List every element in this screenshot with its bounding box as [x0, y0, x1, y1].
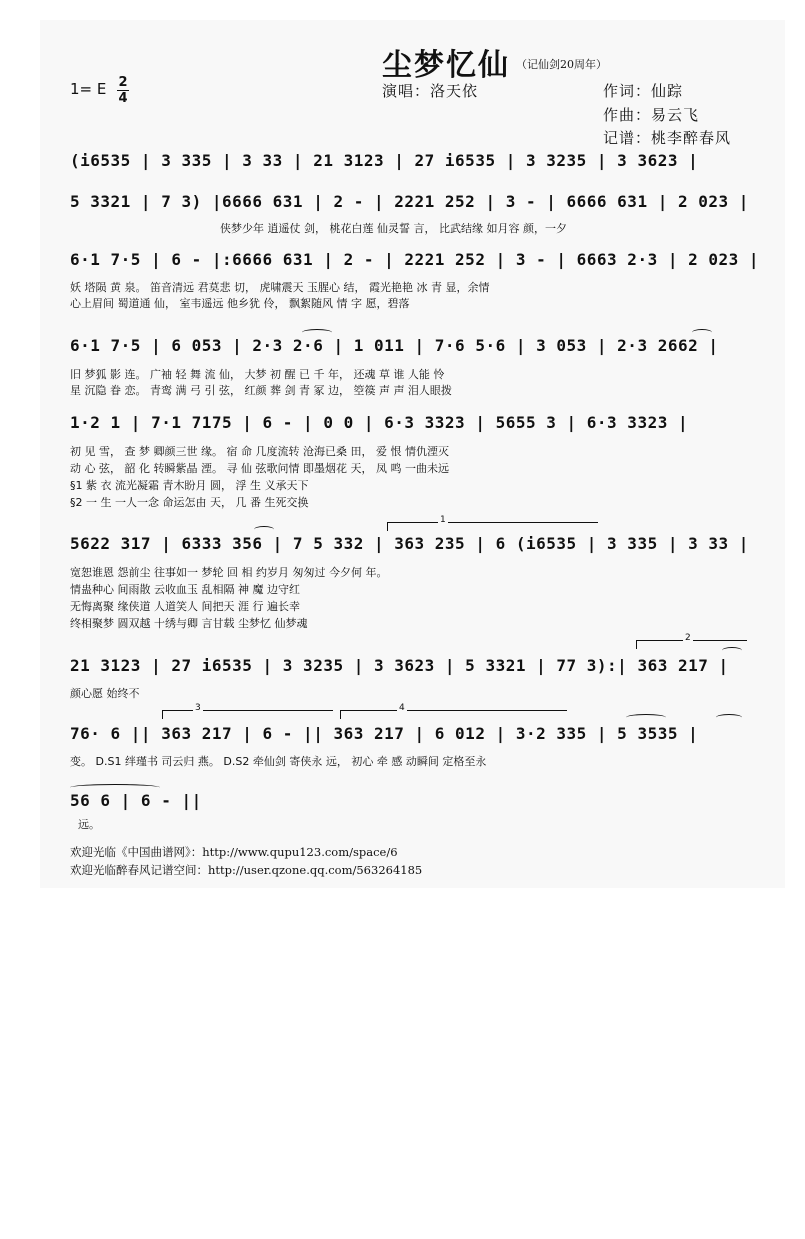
lyric-row-4-1: 旧 梦狐 影 连。 广袖 轻 舞 流 仙， 大梦 初 醒 已 千 年， 还魂 草 谁 人能 怜 — [70, 368, 445, 381]
music-row-4: 6·1 7·5 | 6 053 | 2·3 2·6 | 1 011 | 7·6 5·6 | 3 053 | 2·3 2662 | — [70, 336, 719, 355]
volta-label-3: 3 — [195, 703, 201, 713]
lyricist-credit: 作词：仙踪 — [603, 82, 684, 100]
music-row-2: 5 3321 | 7 3) |6666 631 | 2 - | 2221 252 | 3 - | 6666 631 | 2 023 | — [70, 192, 749, 211]
slur-mark — [716, 714, 742, 721]
score-sheet — [40, 20, 785, 888]
music-row-1: (i6535 | 3 335 | 3 33 | 21 3123 | 27 i6535 | 3 3235 | 3 3623 | — [70, 151, 699, 170]
key-signature: 1= E — [70, 80, 107, 98]
lyric-row-7-1: 颜心愿 始终不 — [70, 687, 140, 700]
volta-label-4: 4 — [399, 703, 405, 713]
volta-bracket-1 — [387, 515, 598, 531]
slur-mark — [302, 329, 332, 336]
meter-top: 2 — [118, 75, 128, 90]
transcriber-credit: 记谱：桃李醉春风 — [603, 129, 732, 147]
lyric-row-2-1: 侠梦少年 逍遥仗 剑， 桃花白莲 仙灵誓 言， 比武结缘 如月容 颜，一夕 — [220, 222, 567, 235]
music-row-8: 76· 6 || 363 217 | 6 - || 363 217 | 6 012 | 3·2 335 | 5 3535 | — [70, 724, 699, 743]
lyric-row-8-1: 变。 D.S1 绊瑾书 司云归 燕。 D.S2 牵仙剑 寄侠永 远， 初心 牵 感 动瞬间 定格至永 — [70, 755, 487, 768]
slur-mark — [692, 329, 712, 336]
volta-bracket-4 — [340, 703, 567, 719]
volta-bracket-3 — [162, 703, 333, 719]
lyric-row-9-1: 远。 — [78, 818, 100, 831]
music-row-3: 6·1 7·5 | 6 - |:6666 631 | 2 - | 2221 252 | 3 - | 6663 2·3 | 2 023 | — [70, 250, 760, 269]
singer-credit: 演唱：洛天依 — [382, 82, 479, 100]
slur-mark — [254, 526, 274, 533]
lyric-row-6-2: 情蛊种心 间雨散 云收血玉 乱相隔 神 魔 边守红 — [70, 583, 300, 596]
music-row-5: 1·2 1 | 7·1 7175 | 6 - | 0 0 | 6·3 3323 | 5655 3 | 6·3 3323 | — [70, 413, 689, 432]
volta-label-2: 2 — [685, 633, 691, 643]
volta-label-1: 1 — [440, 515, 446, 525]
slur-mark — [70, 784, 160, 791]
time-signature — [117, 76, 129, 105]
footer-link-qzone[interactable]: 欢迎光临醉春风记谱空间：http://user.qzone.qq.com/563264185 — [70, 863, 423, 877]
slur-mark — [722, 647, 742, 654]
song-title: 尘梦忆仙 — [382, 48, 510, 83]
lyric-row-6-4: 终相聚梦 圆双越 十绣与卿 言甘载 尘梦忆 仙梦魂 — [70, 617, 308, 630]
lyric-row-3-1: 妖 塔陨 黄 泉。 笛音清远 君莫悲 切， 虎啸震天 玉腥心 结， 霞光艳艳 冰 青 显，余情 — [70, 281, 490, 294]
lyric-row-4-2: 星 沉隐 眷 恋。 青鸾 满 弓 引 弦， 红颜 葬 剑 青 冢 边， 箜篌 声 声 泪人眼拨 — [70, 384, 452, 397]
footer-link-qupu[interactable]: 欢迎光临《中国曲谱网》：http://www.qupu123.com/space/6 — [70, 845, 398, 859]
music-row-6: 5622 317 | 6333 356 | 7 5 332 | 363 235 | 6 (i6535 | 3 335 | 3 33 | — [70, 534, 749, 553]
lyric-row-5-3: §1 紫 衣 流光凝霜 青木盼月 圆， 浮 生 义承天下 — [70, 479, 309, 492]
slur-mark — [626, 714, 666, 721]
lyric-row-3-2: 心上眉间 蜀道通 仙， 室韦遥远 他乡犹 伶， 飘絮随风 情 字 愿，碧落 — [70, 297, 410, 310]
song-subtitle: （记仙剑20周年） — [516, 58, 607, 71]
lyric-row-5-4: §2 一 生 一人一念 命运怎由 天， 几 番 生死交换 — [70, 496, 309, 509]
lyric-row-5-2: 动 心 弦， 韶 化 转瞬紫晶 湮。 寻 仙 弦歌问情 即墨烟花 天， 凤 鸣 一曲未远 — [70, 462, 449, 475]
lyric-row-5-1: 初 见 雪， 查 梦 卿颜三世 缘。 宿 命 几度流转 沧海已桑 田， 爱 恨 情仇湮灭 — [70, 445, 449, 458]
music-row-7: 21 3123 | 27 i6535 | 3 3235 | 3 3623 | 5 3321 | 77 3):| 363 217 | — [70, 656, 729, 675]
meter-bottom: 4 — [118, 91, 128, 106]
lyric-row-6-3: 无悔离聚 缘侠道 人道笑人 间把天 涯 行 遍长幸 — [70, 600, 300, 613]
music-row-9: 56 6 | 6 - || — [70, 791, 202, 810]
lyric-row-6-1: 宽恕谁恩 怨前尘 往事如一 梦轮 回 相 约岁月 匆匆过 今夕何 年。 — [70, 566, 388, 579]
composer-credit: 作曲：易云飞 — [603, 106, 700, 124]
